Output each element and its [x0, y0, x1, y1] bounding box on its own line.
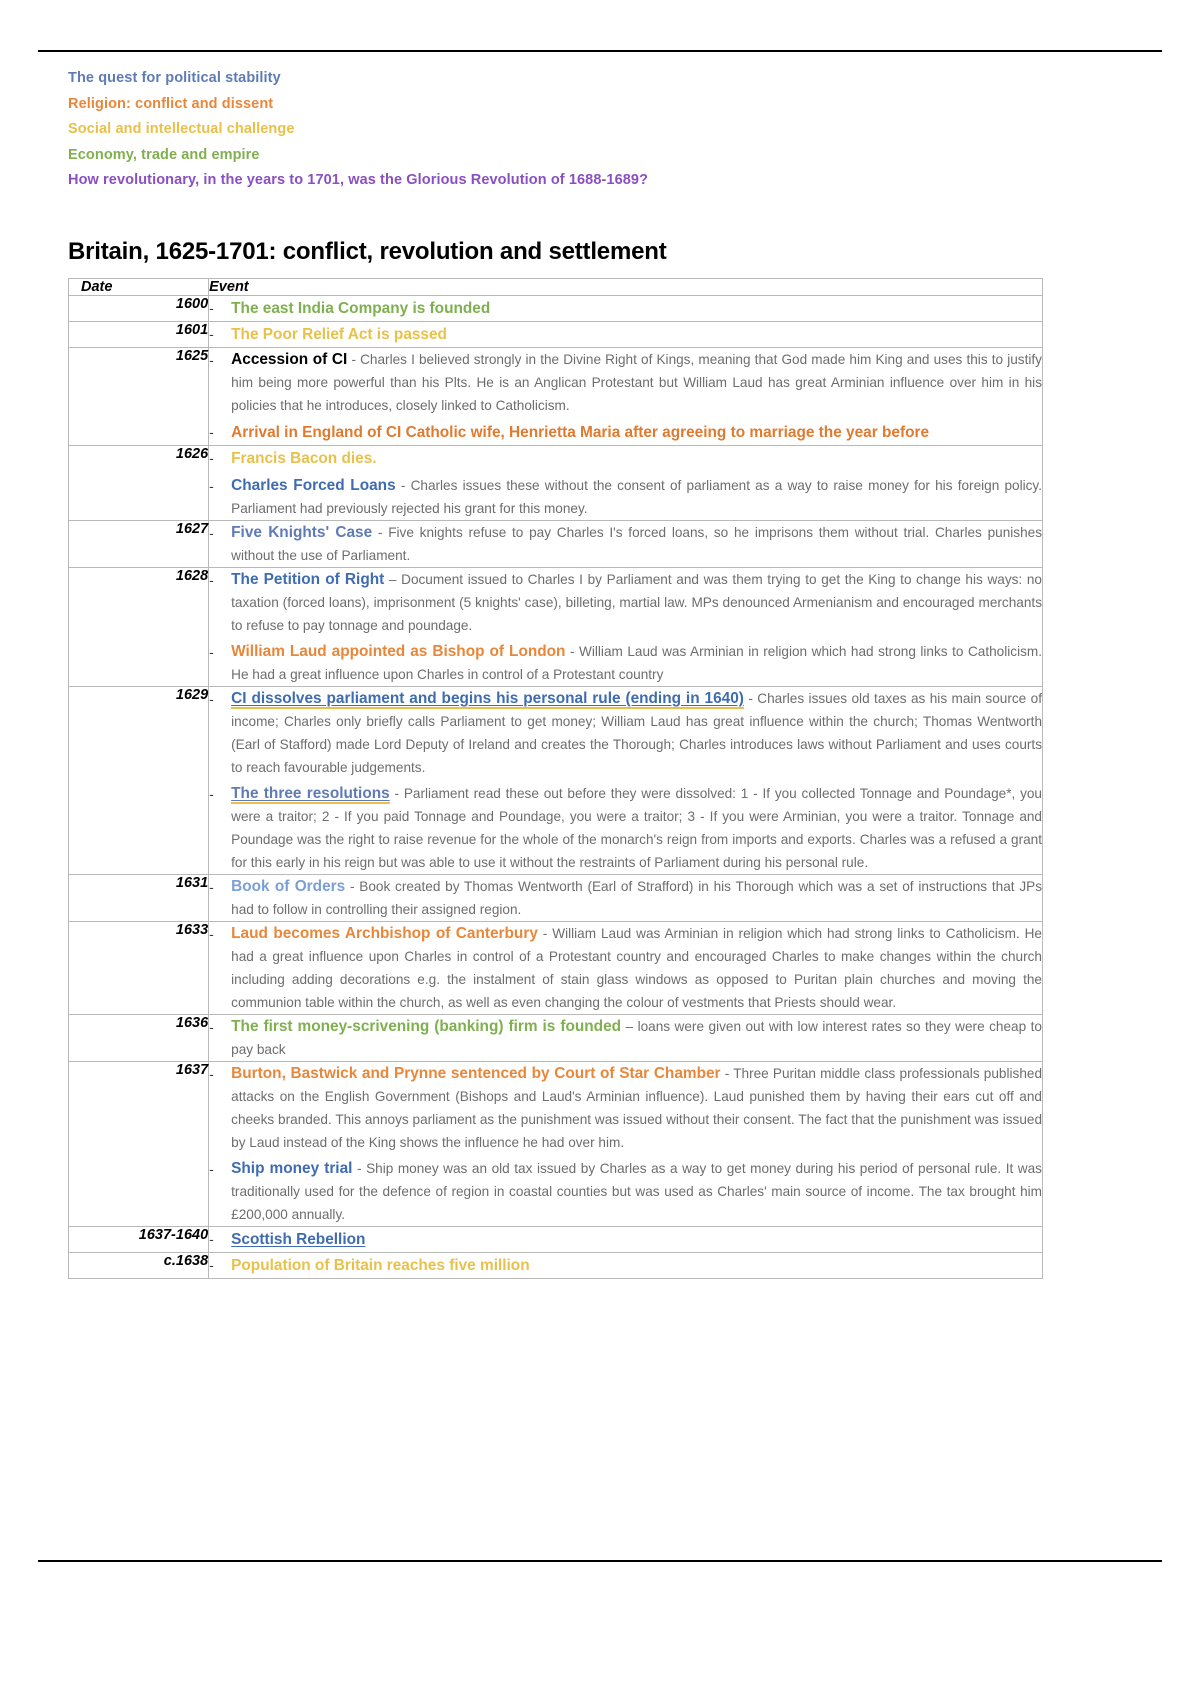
table-row	[69, 445, 1043, 520]
event-entry	[209, 640, 1042, 686]
event-separator: –	[384, 571, 402, 587]
event-separator: -	[565, 643, 580, 659]
topic-key-item: Social and intellectual challenge	[68, 121, 295, 137]
event-term: Five Knights' Case	[231, 523, 373, 541]
date-cell: 1629	[69, 686, 209, 874]
event-entry	[209, 348, 1042, 417]
table-row	[69, 295, 1043, 321]
event-cell	[209, 1061, 1043, 1226]
date-cell: 1628	[69, 567, 209, 686]
bullet-dash-icon: -	[209, 449, 214, 466]
table-row	[69, 1014, 1043, 1061]
event-text	[231, 640, 1042, 686]
event-text	[231, 875, 1042, 921]
event-separator: -	[743, 690, 758, 706]
event-text	[231, 521, 1042, 567]
event-entry	[209, 1015, 1042, 1061]
event-term: Charles Forced Loans	[231, 476, 396, 494]
event-separator: -	[395, 477, 411, 493]
event-separator: -	[352, 1160, 367, 1176]
event-entry	[209, 1062, 1042, 1154]
bullet-dash-icon: -	[209, 643, 214, 660]
date-cell: 1636	[69, 1014, 209, 1061]
date-cell: c.1638	[69, 1252, 209, 1278]
event-term: Arrival in England of CI Catholic wife, Henrietta Maria after agreeing to marriage the year before	[231, 423, 930, 441]
event-entry	[209, 1227, 1042, 1252]
bullet-dash-icon: -	[209, 477, 214, 494]
event-cell	[209, 321, 1043, 347]
event-entry	[209, 875, 1042, 921]
table-row	[69, 567, 1043, 686]
event-description: Five knights refuse to pay Charles I's forced loans, so he imprisons them without trial. Charles punishes without the use of Parliament.	[231, 524, 1042, 563]
date-cell: 1625	[69, 347, 209, 445]
event-description: William Laud was Arminian in religion which had strong links to Catholicism. He had a great influence upon Charles in control of a Protestant country and encouraged Charles to make changes within the church including adding decorations e.g. the instalment of stain glass windows as opposed to Puritan plain churches and moving the communion table within the church, as well as even changing the colour of vestments that Priests should wear.	[231, 925, 1042, 1010]
timeline-table-body	[69, 278, 1043, 1278]
event-term: Laud becomes Archbishop of Canterbury	[231, 924, 538, 942]
event-cell	[209, 295, 1043, 321]
event-term: Ship money trial	[231, 1159, 353, 1177]
timeline-table	[68, 278, 1043, 1279]
event-separator: -	[372, 524, 389, 540]
event-text	[231, 782, 1042, 874]
event-separator: -	[345, 878, 360, 894]
event-cell	[209, 347, 1043, 445]
table-header-row	[69, 278, 1043, 295]
event-entry	[209, 322, 1042, 347]
table-row	[69, 921, 1043, 1014]
bullet-dash-icon: -	[209, 1160, 214, 1177]
event-entry	[209, 521, 1042, 567]
event-term: William Laud appointed as Bishop of London	[231, 642, 566, 660]
bullet-dash-icon: -	[209, 1018, 214, 1035]
event-cell	[209, 567, 1043, 686]
table-row	[69, 520, 1043, 567]
topic-key-item: The quest for political stability	[68, 70, 281, 86]
event-cell	[209, 1226, 1043, 1252]
column-header-date: Date	[69, 278, 209, 295]
bullet-dash-icon: -	[209, 925, 214, 942]
topic-key-item: Economy, trade and empire	[68, 146, 260, 163]
event-description: Three Puritan middle class professionals published attacks on the English Government (Bishops and Laud's Arminian influence). Laud punished them by having their ears cut off and cheeks branded. This annoys parliament as the punishment was issued without their consent. The fact that the punishment was issued by Laud instead of the King shows the influence he had over him.	[231, 1065, 1042, 1150]
event-description: Book created by Thomas Wentworth (Earl of Strafford) in his Thorough which was a set of instructions that JPs had to follow in controlling their assigned region.	[231, 878, 1042, 917]
bullet-dash-icon: -	[209, 299, 214, 316]
event-term: Book of Orders	[231, 877, 346, 895]
event-description: William Laud was Arminian in religion which had strong links to Catholicism. He had a great influence upon Charles in control of a Protestant country	[231, 643, 1042, 682]
event-term: The three resolutions	[231, 784, 390, 802]
event-entry	[209, 296, 1042, 321]
event-description: Parliament read these out before they were dissolved: 1 - If you collected Tonnage and Poundage*, you were a traitor; 2 - If you paid Tonnage and Poundage, you were a traitor; 3 - If you were Arminian, you were a traitor. Tonnage and Poundage was the right to raise revenue for the whole of the monarch's reign from imports and exports. Charles was a refused a grant for this early in his reign but was able to use it without the restraints of Parliament during his personal rule.	[231, 785, 1042, 870]
bullet-dash-icon: -	[209, 571, 214, 588]
event-entry	[209, 420, 1042, 445]
event-term: Francis Bacon dies.	[231, 449, 377, 467]
event-cell	[209, 1014, 1043, 1061]
event-description: Document issued to Charles I by Parliament and was them trying to get the King to change his ways: no taxation (forced loans), imprisonment (5 knights' case), billeting, martial law. MPs denounced Armenianism and encouraged merchants to refuse to pay tonnage and poundage.	[231, 571, 1042, 633]
bullet-dash-icon: -	[209, 878, 214, 895]
bullet-dash-icon: -	[209, 1065, 214, 1082]
event-text	[231, 1157, 1042, 1226]
event-entry	[209, 922, 1042, 1014]
event-term: The east India Company is founded	[231, 299, 491, 317]
topic-key-list	[68, 66, 1046, 194]
bullet-dash-icon: -	[209, 1256, 214, 1273]
date-cell: 1637	[69, 1061, 209, 1226]
event-text	[231, 420, 1042, 445]
date-cell: 1600	[69, 295, 209, 321]
event-term: CI dissolves parliament and begins his personal rule (ending in 1640)	[231, 689, 744, 707]
event-text	[231, 1253, 1042, 1278]
event-text	[231, 348, 1042, 417]
event-text	[231, 474, 1042, 520]
event-separator: -	[347, 351, 361, 367]
event-entry	[209, 782, 1042, 874]
table-row	[69, 347, 1043, 445]
bullet-dash-icon: -	[209, 690, 214, 707]
event-description: Ship money was an old tax issued by Charles as a way to get money during his period of personal rule. It was traditionally used for the defence of region in coastal counties but was used as Charles' main source of income. The tax brought him £200,000 annually.	[231, 1160, 1042, 1222]
topic-key-item: Religion: conflict and dissent	[68, 95, 274, 112]
bottom-rule	[38, 1560, 1162, 1562]
event-cell	[209, 686, 1043, 874]
bullet-dash-icon: -	[209, 785, 214, 802]
event-term: The Poor Relief Act is passed	[231, 325, 447, 343]
date-cell: 1631	[69, 874, 209, 921]
event-text	[231, 296, 1042, 321]
event-entry	[209, 1157, 1042, 1226]
event-separator: -	[720, 1065, 734, 1081]
page-title: Britain, 1625-1701: conflict, revolution and settlement	[68, 237, 667, 265]
column-header-event: Event	[209, 278, 1043, 295]
event-cell	[209, 1252, 1043, 1278]
event-cell	[209, 520, 1043, 567]
bullet-dash-icon: -	[209, 351, 214, 368]
event-cell	[209, 874, 1043, 921]
event-cell	[209, 445, 1043, 520]
topic-key-item: How revolutionary, in the years to 1701, was the Glorious Revolution of 1688-1689?	[68, 172, 649, 188]
document-content	[68, 66, 1046, 1279]
bullet-dash-icon: -	[209, 1230, 214, 1247]
table-row	[69, 1061, 1043, 1226]
event-entry	[209, 687, 1042, 779]
event-term: Accession of CI	[231, 350, 348, 368]
date-cell: 1601	[69, 321, 209, 347]
event-description: Charles I believed strongly in the Divine Right of Kings, meaning that God made him King and uses this to justify him being more powerful than his Plts. He is an Anglican Protestant but William Laud has great Arminian influence over him in his policies that he introduces, closely linked to Catholicism.	[231, 351, 1042, 413]
event-text	[231, 1015, 1042, 1061]
bullet-dash-icon: -	[209, 325, 214, 342]
event-entry	[209, 1253, 1042, 1278]
event-description: Charles issues old taxes as his main source of income; Charles only briefly calls Parliament to get money; William Laud has great influence within the church; Thomas Wentworth (Earl of Stafford) made Lord Deputy of Ireland and creates the Thorough; Charles introduces laws without Parliament and uses courts to reach favourable judgements.	[231, 690, 1042, 775]
date-cell: 1637-1640	[69, 1226, 209, 1252]
event-entry	[209, 446, 1042, 471]
event-text	[231, 568, 1042, 637]
table-row	[69, 1226, 1043, 1252]
event-term: Burton, Bastwick and Prynne sentenced by Court of Star Chamber	[231, 1064, 721, 1082]
event-text	[231, 1227, 1042, 1252]
table-row	[69, 874, 1043, 921]
event-term: The first money-scrivening (banking) firm is founded	[231, 1017, 622, 1035]
event-description: Charles issues these without the consent of parliament as a way to raise money for his foreign policy. Parliament had previously rejected his grant for this money.	[231, 477, 1042, 516]
table-row	[69, 686, 1043, 874]
bullet-dash-icon: -	[209, 524, 214, 541]
event-cell	[209, 921, 1043, 1014]
event-text	[231, 1062, 1042, 1154]
event-separator: -	[389, 785, 404, 801]
event-separator: –	[621, 1018, 638, 1034]
event-term: Population of Britain reaches five million	[231, 1256, 530, 1274]
date-cell: 1633	[69, 921, 209, 1014]
event-entry	[209, 474, 1042, 520]
event-text	[231, 922, 1042, 1014]
table-row	[69, 321, 1043, 347]
event-entry	[209, 568, 1042, 637]
event-text	[231, 446, 1042, 471]
event-separator: -	[537, 925, 553, 941]
date-cell: 1626	[69, 445, 209, 520]
event-text	[231, 687, 1042, 779]
date-cell: 1627	[69, 520, 209, 567]
bullet-dash-icon: -	[209, 423, 214, 440]
event-description: loans were given out with low interest rates so they were cheap to pay back	[231, 1018, 1042, 1057]
event-text	[231, 322, 1042, 347]
table-row	[69, 1252, 1043, 1278]
top-rule	[38, 50, 1162, 52]
event-term: Scottish Rebellion	[231, 1230, 366, 1248]
event-term: The Petition of Right	[231, 570, 385, 588]
